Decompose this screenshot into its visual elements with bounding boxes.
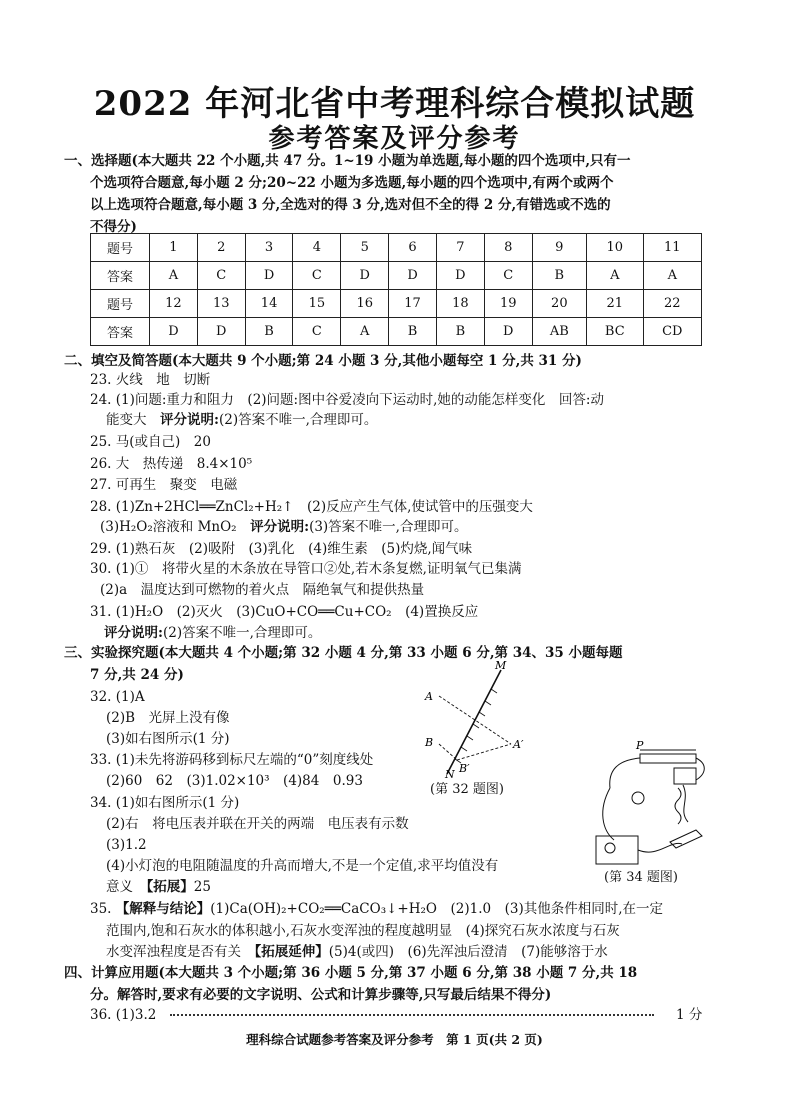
circuit-diagram	[578, 740, 723, 868]
text: 能变大	[106, 412, 160, 428]
text: 意义	[106, 879, 147, 895]
label-p: P	[636, 740, 644, 752]
table-cell: 13	[197, 290, 245, 318]
table-cell: 9	[532, 234, 586, 262]
answer-34-line5	[106, 876, 211, 898]
table-cell: C	[197, 262, 245, 290]
table-cell: 11	[643, 234, 701, 262]
row-label-question: 题号	[91, 290, 150, 318]
answer-28-line1: 28. (1)Zn+2HCl══ZnCl₂+H₂↑ (2)反应产生气体,使试管中的压强变大	[90, 499, 533, 515]
section4-heading-line2: 分。解答时,要求有必要的文字说明、公式和计算步骤等,只写最后结果不得分)	[90, 987, 552, 1003]
symmetry-line-b	[439, 744, 457, 760]
bulb-icon	[632, 792, 644, 804]
text: (2)答案不唯一,合理即可。	[218, 412, 378, 428]
answer-33-line1: 33. (1)未先将游码移到标尺左端的“0”刻度线处	[90, 752, 374, 768]
section3-heading-line1: 三、实验探究题(本大题共 4 个小题;第 32 小题 4 分,第 33 小题 6 分,第 34、35 小题每题	[64, 645, 623, 661]
table-cell: C	[293, 318, 341, 346]
text: (1)Ca(OH)₂+CO₂══CaCO₃↓+H₂O (2)1.0 (3)其他条件相同时,在一定	[210, 901, 663, 917]
table-cell: D	[150, 318, 198, 346]
answer-25: 25. 马(或自己) 20	[90, 434, 211, 450]
section1-heading-line1: 一、选择题(本大题共 22 个小题,共 47 分。1~19 小题为单选题,每小题的四个选项中,只有一	[64, 153, 631, 169]
answer-34-line4: (4)小灯泡的电阻随温度的升高而增大,不是一个定值,求平均值没有	[106, 858, 499, 874]
coil-wire-icon	[675, 788, 681, 824]
section2-heading: 二、填空及简答题(本大题共 9 个小题;第 24 小题 3 分,其他小题每空 1 分,共 31 分)	[64, 353, 582, 369]
table-row	[91, 318, 702, 346]
figure-34-caption: (第 34 题图)	[604, 870, 678, 885]
mirror-hatching	[455, 689, 497, 763]
table-cell: 19	[484, 290, 532, 318]
answer-30-line1: 30. (1)① 将带火星的木条放在导管口②处,若木条复燃,证明氧气已集满	[90, 561, 522, 577]
table-cell: D	[389, 262, 437, 290]
answer-table	[90, 233, 702, 346]
answer-35-line2: 范围内,饱和石灰水的体积越小,石灰水变浑浊的程度越明显 (4)探究石灰水浓度与石灰	[106, 923, 620, 939]
answer-33-line2: (2)60 62 (3)1.02×10³ (4)84 0.93	[106, 773, 363, 789]
table-cell: 12	[150, 290, 198, 318]
answer-31-line1: 31. (1)H₂O (2)灭火 (3)CuO+CO══Cu+CO₂ (4)置换反应	[90, 604, 479, 620]
table-cell: D	[436, 262, 484, 290]
section4-heading-line1: 四、计算应用题(本大题共 3 个小题;第 36 小题 5 分,第 37 小题 6 分,第 38 小题 7 分,共 18	[64, 965, 638, 981]
text: 35.	[90, 901, 116, 917]
figure-32-caption: (第 32 题图)	[430, 782, 504, 797]
table-cell: 16	[341, 290, 389, 318]
table-cell: B	[436, 318, 484, 346]
table-row	[91, 262, 702, 290]
table-cell: 6	[389, 234, 437, 262]
table-cell: A	[150, 262, 198, 290]
text: 水变浑浊程度是否有关	[106, 944, 255, 960]
text: (3)答案不唯一,合理即可。	[309, 519, 468, 535]
table-cell: C	[293, 262, 341, 290]
answer-23: 23. 火线 地 切断	[90, 372, 211, 388]
table-cell: D	[341, 262, 389, 290]
battery-icon	[674, 768, 696, 784]
label-b: B	[425, 736, 434, 749]
text: (3)H₂O₂溶液和 MnO₂	[100, 519, 251, 535]
table-cell: 14	[245, 290, 293, 318]
answer-35-line1	[90, 898, 663, 920]
table-cell: 5	[341, 234, 389, 262]
text: (2)答案不唯一,合理即可。	[162, 625, 322, 641]
row-label-answer: 答案	[91, 318, 150, 346]
label-b-prime: B′	[459, 762, 470, 775]
section1-heading-line3: 以上选项符合题意,每小题 3 分,全选对的得 3 分,选对但不全的得 2 分,有错选或不选的	[90, 197, 611, 213]
extension-label: 【拓展】	[146, 879, 194, 895]
conclusion-label: 【解释与结论】	[115, 901, 211, 917]
table-cell: 15	[293, 290, 341, 318]
table-cell: B	[532, 262, 586, 290]
answer-34-line3: (3)1.2	[106, 837, 147, 853]
text: 25	[193, 879, 211, 895]
section1-heading-line4: 不得分)	[90, 219, 137, 235]
section3-heading-line2: 7 分,共 24 分)	[90, 667, 184, 683]
answer-24-line2	[106, 409, 377, 431]
label-m: M	[495, 660, 507, 672]
rheostat-icon	[640, 754, 696, 763]
meter-icon	[596, 836, 638, 864]
score-1: 1 分	[676, 1007, 703, 1023]
table-cell: B	[389, 318, 437, 346]
answer-24-line1: 24. (1)问题:重力和阻力 (2)问题:图中谷爱凌向下运动时,她的动能怎样变化 回答:动	[90, 392, 604, 408]
scoring-note-label: 评分说明:	[104, 625, 163, 641]
answer-30-line2: (2)a 温度达到可燃物的着火点 隔绝氧气和提供热量	[100, 582, 425, 598]
extension-label: 【拓展延伸】	[254, 944, 329, 960]
row-label-answer: 答案	[91, 262, 150, 290]
table-cell: 10	[587, 234, 644, 262]
table-cell: 7	[436, 234, 484, 262]
table-cell: B	[245, 318, 293, 346]
answer-32-line1: 32. (1)A	[90, 689, 145, 705]
table-cell: D	[245, 262, 293, 290]
table-cell: CD	[643, 318, 701, 346]
table-cell: 1	[150, 234, 198, 262]
label-n: N	[445, 768, 455, 780]
table-cell: 21	[587, 290, 644, 318]
answer-29: 29. (1)熟石灰 (2)吸附 (3)乳化 (4)维生素 (5)灼烧,闻气味	[90, 541, 473, 557]
answer-36-line1: 36. (1)3.2	[90, 1007, 157, 1023]
table-cell: 18	[436, 290, 484, 318]
table-row	[91, 290, 702, 318]
table-cell: 20	[532, 290, 586, 318]
table-cell: A	[643, 262, 701, 290]
table-cell: D	[484, 318, 532, 346]
scoring-note-label: 评分说明:	[250, 519, 310, 535]
section1-heading-line2: 个选项符合题意,每小题 2 分;20~22 小题为多选题,每小题的四个选项中,有两个或两个	[90, 175, 614, 191]
table-cell: 4	[293, 234, 341, 262]
answer-34-line2: (2)右 将电压表并联在开关的两端 电压表有示数	[106, 816, 409, 832]
table-cell: 8	[484, 234, 532, 262]
answer-32-line3: (3)如右图所示(1 分)	[106, 731, 230, 747]
page-subtitle: 参考答案及评分参考	[268, 124, 521, 154]
answer-28-line2	[100, 516, 467, 538]
circuit-wires	[603, 758, 705, 852]
page-title: 2022 年河北省中考理科综合模拟试题	[93, 84, 696, 124]
meter-dial-icon	[605, 843, 615, 853]
answer-32-line2: (2)B 光屏上没有像	[106, 710, 230, 726]
table-cell: 17	[389, 290, 437, 318]
table-cell: A	[587, 262, 644, 290]
table-cell: 2	[197, 234, 245, 262]
table-cell: A	[341, 318, 389, 346]
table-cell: D	[197, 318, 245, 346]
answer-27: 27. 可再生 聚变 电磁	[90, 477, 238, 493]
label-a-prime: A′	[513, 738, 524, 751]
text: (5)4(或四) (6)先浑浊后澄清 (7)能够溶于水	[328, 944, 608, 960]
row-label-question: 题号	[91, 234, 150, 262]
table-cell: BC	[587, 318, 644, 346]
answer-35-line3	[106, 941, 608, 963]
table-cell: AB	[532, 318, 586, 346]
table-cell: C	[484, 262, 532, 290]
table-cell: 22	[643, 290, 701, 318]
answer-34-line1: 34. (1)如右图所示(1 分)	[90, 795, 240, 811]
answer-26: 26. 大 热传递 8.4×10⁵	[90, 456, 253, 472]
table-cell: 3	[245, 234, 293, 262]
page-footer: 理科综合试题参考答案及评分参考 第 1 页(共 2 页)	[246, 1032, 543, 1047]
scoring-note-label: 评分说明:	[160, 412, 219, 428]
switch-icon	[670, 830, 702, 848]
leader-dots	[170, 1014, 654, 1016]
mirror-diagram	[415, 660, 555, 780]
label-a: A	[425, 690, 433, 703]
table-row	[91, 234, 702, 262]
image-line	[457, 744, 511, 760]
answer-31-line2	[104, 622, 321, 644]
